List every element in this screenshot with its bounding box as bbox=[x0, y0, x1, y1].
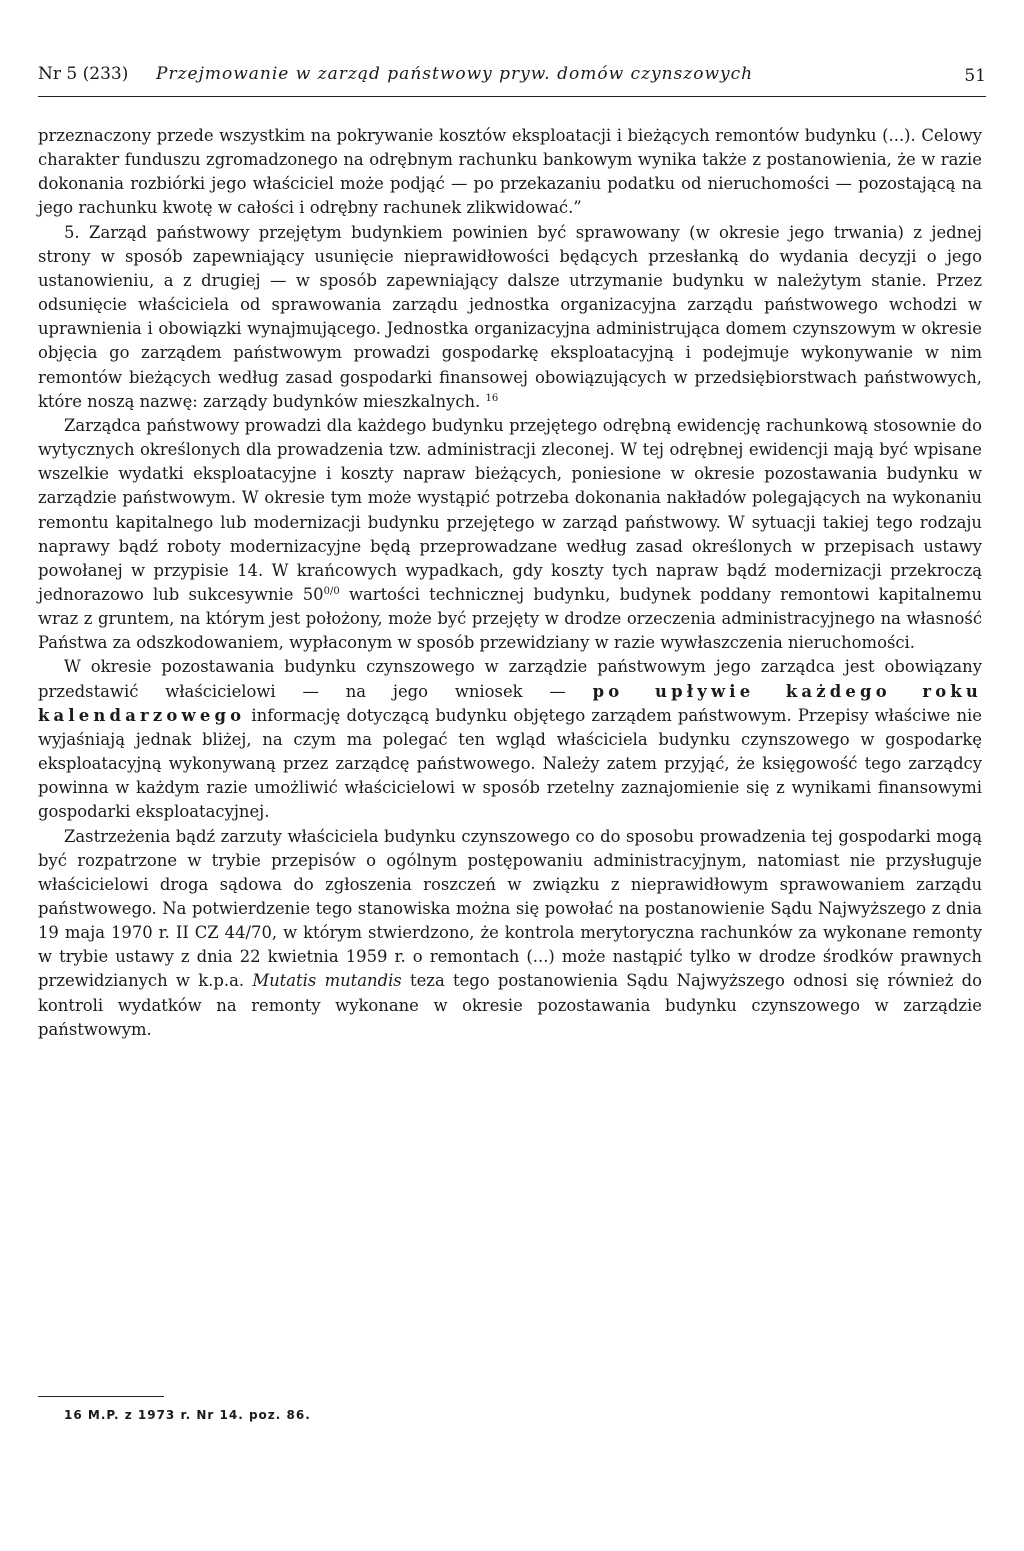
journal-issue: Nr 5 (233) bbox=[38, 64, 129, 84]
page-number: 51 bbox=[964, 66, 986, 86]
main-text bbox=[38, 124, 982, 1042]
footnote-rule bbox=[38, 1396, 164, 1397]
footnote-ref-16: 16 bbox=[485, 392, 499, 404]
footnote-16: 16 M.P. z 1973 r. Nr 14. poz. 86. bbox=[64, 1408, 311, 1422]
running-header bbox=[38, 64, 996, 94]
paragraph-5 bbox=[38, 825, 982, 1042]
latin-phrase: Mutatis mutandis bbox=[252, 971, 402, 991]
paragraph-4-text-a: W okresie pozostawania budynku czynszowego w zarządzie państwowym jego zarządca jest obowiązany przedstawić właścicielowi — na jego wniosek — bbox=[38, 657, 982, 701]
paragraph-5-text-a: Zastrzeżenia bądź zarzuty właściciela budynku czynszowego co do sposobu prowadzenia tej gospodarki mogą być rozpatrzone w trybie przepisów o ogólnym postępowaniu administracyjnym, natomiast nie przysługuje właścicielowi droga sądowa do zgłoszenia roszczeń w związku z nieprawidłowym sprawowaniem zarządu państwowego. Na potwierdzenie tego stanowiska można się powołać na postanowienie Sądu Najwyższego z dnia 19 maja 1970 r. II CZ 44/70, w którym stwierdzono, że kontrola merytoryczna rachunków za wykonane remonty w trybie ustawy z dnia 22 kwietnia 1959 r. o remontach (...) może nastąpić tylko w drodze środków prawnych przewidzianych w k.p.a. bbox=[38, 826, 982, 991]
paragraph-3 bbox=[38, 414, 982, 656]
paragraph-4 bbox=[38, 655, 982, 824]
running-title: Przejmowanie w zarząd państwowy pryw. domów czynszowych bbox=[156, 64, 754, 84]
percent-sign: 0/0 bbox=[323, 585, 340, 597]
paragraph-1: przeznaczony przede wszystkim na pokrywanie kosztów eksploatacji i bieżących remontów budynku (...). Celowy charakter funduszu zgromadzonego na odrębnym rachunku bankowym wynika także z postanowienia, że w razie dokonania rozbiórki jego właściciel może podjąć — po przekazaniu podatku od nieruchomości — pozostającą na jego rachunku kwotę w całości i odrębny rachunek zlikwidować.” bbox=[38, 126, 982, 218]
emphasized-phrase: po upływie każdego roku kalendarzowego bbox=[38, 681, 982, 725]
paragraph-2 bbox=[38, 221, 982, 414]
paragraph-5-text-b: teza tego postanowienia Sądu Najwyższego odnosi się również do kontroli wydatków na remonty wykonane w okresie pozostawania budynku czynszowego w zarządzie państwowym. bbox=[38, 971, 983, 1039]
header-rule bbox=[38, 96, 986, 97]
paragraph-2-text: 5. Zarząd państwowy przejętym budynkiem powinien być sprawowany (w okresie jego trwania) z jednej strony w sposób zapewniający usunięcie nieprawidłowości będących przesłanką do wydania decyzji o jego ustanowieniu, a z drugiej — w sposób zapewniający dalsze utrzymanie budynku w należytym stanie. Przez odsunięcie właściciela od sprawowania zarządu jednostka organizacyjna zarządu państwowego wchodzi w uprawnienia i obowiązki wynajmującego. Jednostka organizacyjna administrująca domem czynszowym w okresie objęcia go zarządem państwowym prowadzi gospodarkę eksploatacyjną i podejmuje wykonywanie w nim remontów bieżących według zasad gospodarki finansowej obowiązujących w przedsiębiorstwach państwowych, które noszą nazwę: zarządy budynków mieszkalnych. bbox=[38, 222, 982, 411]
paragraph-3-text-a: Zarządca państwowy prowadzi dla każdego budynku przejętego odrębną ewidencję rachunkową stosownie do wytycznych określonych dla prowadzenia tzw. administracji zleconej. W tej odrębnej ewidencji mają być wpisane wszelkie wydatki eksploatacyjne i koszty napraw bieżących, poniesione w okresie pozostawania budynku w zarządzie państwowym. W okresie tym może wystąpić potrzeba dokonania nakładów polegających na wykonaniu remontu kapitalnego lub modernizacji budynku przejętego w zarząd państwowy. W sytuacji takiej tego rodzaju naprawy bądź roboty modernizacyjne będą przeprowadzane według zasad określonych w przepisach ustawy powołanej w przypisie 14. W krańcowych wypadkach, gdy koszty tych napraw bądź modernizacji przekroczą jednorazowo lub sukcesywnie 50 bbox=[38, 415, 982, 604]
paragraph-3-text-b: wartości technicznej budynku, budynek poddany remontowi kapitalnemu wraz z gruntem, na którym jest położony, może być przejęty w drodze orzeczenia administracyjnego na własność Państwa za odszkodowaniem, wypłaconym w sposób przewidziany w razie wywłaszczenia nieruchomości. bbox=[38, 584, 982, 653]
paragraph-4-text-b: informację dotyczącą budynku objętego zarządem państwowym. Przepisy właściwe nie wyjaśniają jednak bliżej, na czym ma polegać ten wgląd właściciela budynku czynszowego w gospodarkę eksploatacyjną wykonywaną przez zarządcę państwowego. Należy zatem przyjąć, że księgowość tego zarządcy powinna w każdym razie umożliwić właścicielowi w sposób rzetelny zaznajomienie się z wynikami finansowymi gospodarki eksploatacyjnej. bbox=[38, 705, 982, 822]
